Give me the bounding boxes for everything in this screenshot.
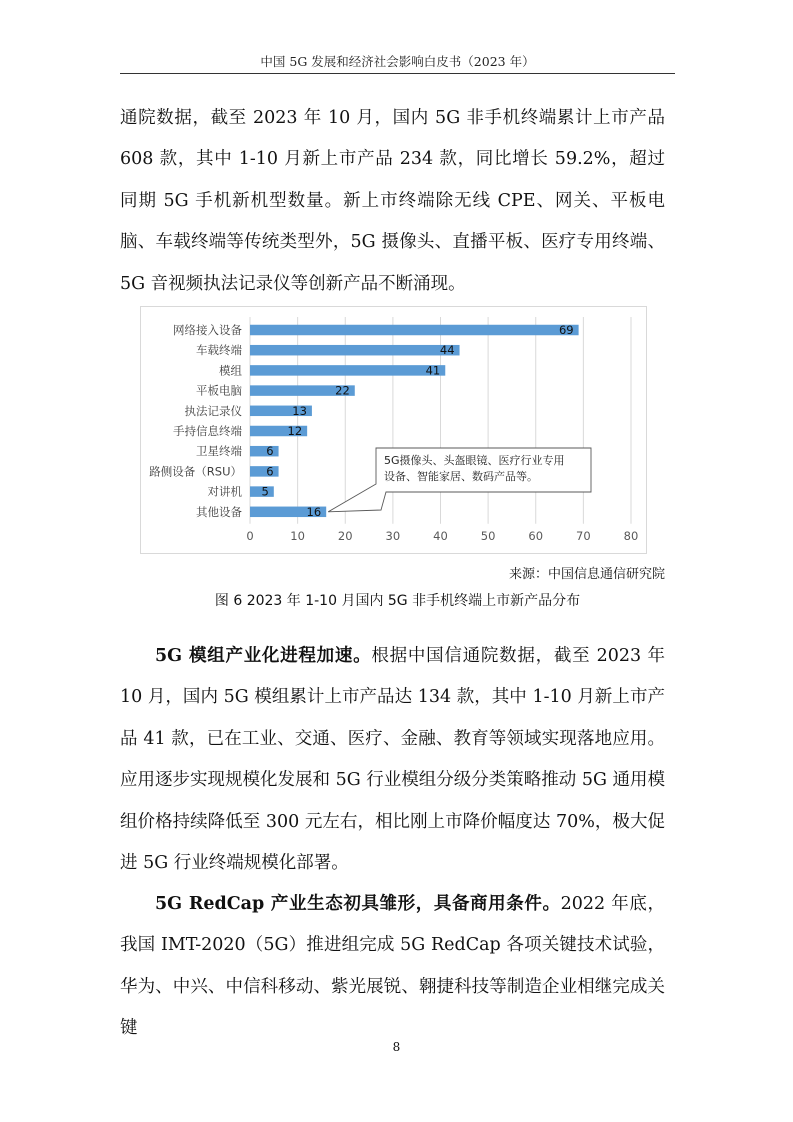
bar bbox=[250, 446, 279, 457]
paragraph-2-lead: 5G 模组产业化进程加速。 bbox=[155, 646, 372, 666]
data-label: 12 bbox=[287, 424, 303, 438]
data-label: 41 bbox=[425, 363, 441, 378]
bar bbox=[250, 345, 460, 356]
category-label: 手持信息终端 bbox=[173, 424, 242, 438]
x-tick-label: 60 bbox=[528, 528, 544, 543]
x-tick-label: 30 bbox=[385, 528, 401, 543]
data-label: 16 bbox=[306, 504, 322, 519]
category-label: 其他设备 bbox=[196, 504, 242, 519]
data-label: 22 bbox=[335, 383, 350, 398]
figure-caption: 图 6 2023 年 1-10 月国内 5G 非手机终端上市新产品分布 bbox=[214, 593, 581, 609]
bar bbox=[250, 466, 279, 477]
header-rule bbox=[120, 73, 675, 74]
page-number: 8 bbox=[392, 1040, 401, 1054]
data-label: 6 bbox=[266, 464, 274, 479]
data-label: 6 bbox=[266, 444, 274, 459]
bar bbox=[250, 365, 445, 376]
paragraph-2 bbox=[120, 636, 665, 884]
paragraph-1 bbox=[120, 98, 665, 305]
category-label: 模组 bbox=[219, 363, 242, 378]
category-label: 平板电脑 bbox=[196, 383, 242, 398]
data-label: 44 bbox=[439, 343, 455, 358]
category-label: 车载终端 bbox=[196, 343, 242, 358]
bar bbox=[250, 325, 579, 336]
bar-chart bbox=[140, 306, 647, 554]
category-label: 卫星终端 bbox=[196, 444, 242, 459]
paragraph-1-text: 通院数据，截至 2023 年 10 月，国内 5G 非手机终端累计上市产品 608 款，其中 1-10 月新上市产品 234 款，同比增长 59.2%，超过同期 5G 手机新机型数量。新上市终端除无线 CPE、网关、平板电脑、车载终端等传统类型外，5G 摄像头、直播平板、医疗专用终端、5G 音视频执法记录仪等创新产品不断涌现。 bbox=[120, 108, 665, 294]
category-label: 对讲机 bbox=[207, 484, 242, 499]
running-header: 中国 5G 发展和经济社会影响白皮书（2023 年） bbox=[260, 54, 535, 69]
x-tick-label: 0 bbox=[246, 528, 254, 543]
category-label: 路侧设备（RSU） bbox=[149, 464, 242, 479]
x-tick-label: 70 bbox=[576, 528, 591, 543]
x-tick-label: 50 bbox=[480, 528, 496, 543]
x-tick-label: 40 bbox=[433, 528, 448, 543]
bar-chart-svg bbox=[141, 307, 646, 553]
category-label: 网络接入设备 bbox=[173, 323, 242, 337]
annotation-text: 设备、智能家居、数码产品等。 bbox=[384, 470, 538, 483]
paragraph-3-lead: 5G RedCap 产业生态初具雏形，具备商用条件。 bbox=[155, 894, 561, 914]
figure-source: 来源：中国信息通信研究院 bbox=[508, 567, 665, 582]
data-label: 69 bbox=[558, 323, 574, 337]
paragraph-3-text: 2022 年底，我国 IMT-2020（5G）推进组完成 5G RedCap 各项关键技术试验，华为、中兴、中信科移动、紫光展锐、翱捷科技等制造企业相继完成关键 bbox=[120, 894, 665, 1039]
paragraph-3 bbox=[120, 884, 665, 1050]
data-label: 5 bbox=[261, 484, 269, 499]
x-tick-label: 80 bbox=[623, 528, 639, 543]
annotation-text: 5G摄像头、头盔眼镜、医疗行业专用 bbox=[384, 454, 565, 467]
category-label: 执法记录仪 bbox=[184, 403, 242, 418]
data-label: 13 bbox=[292, 403, 307, 418]
paragraph-2-text: 根据中国信通院数据，截至 2023 年 10 月，国内 5G 模组累计上市产品达 134 款，其中 1-10 月新上市产品 41 款，已在工业、交通、医疗、金融、教育等领域实现落地应用。应用逐步实现规模化发展和 5G 行业模组分级分类策略推动 5G 通用模组价格持续降低至 300 元左右，相比刚上市降价幅度达 70%，极大促进 5G 行业终端规模化部署。 bbox=[120, 646, 665, 874]
x-tick-label: 10 bbox=[290, 528, 305, 543]
x-tick-label: 20 bbox=[337, 528, 353, 543]
